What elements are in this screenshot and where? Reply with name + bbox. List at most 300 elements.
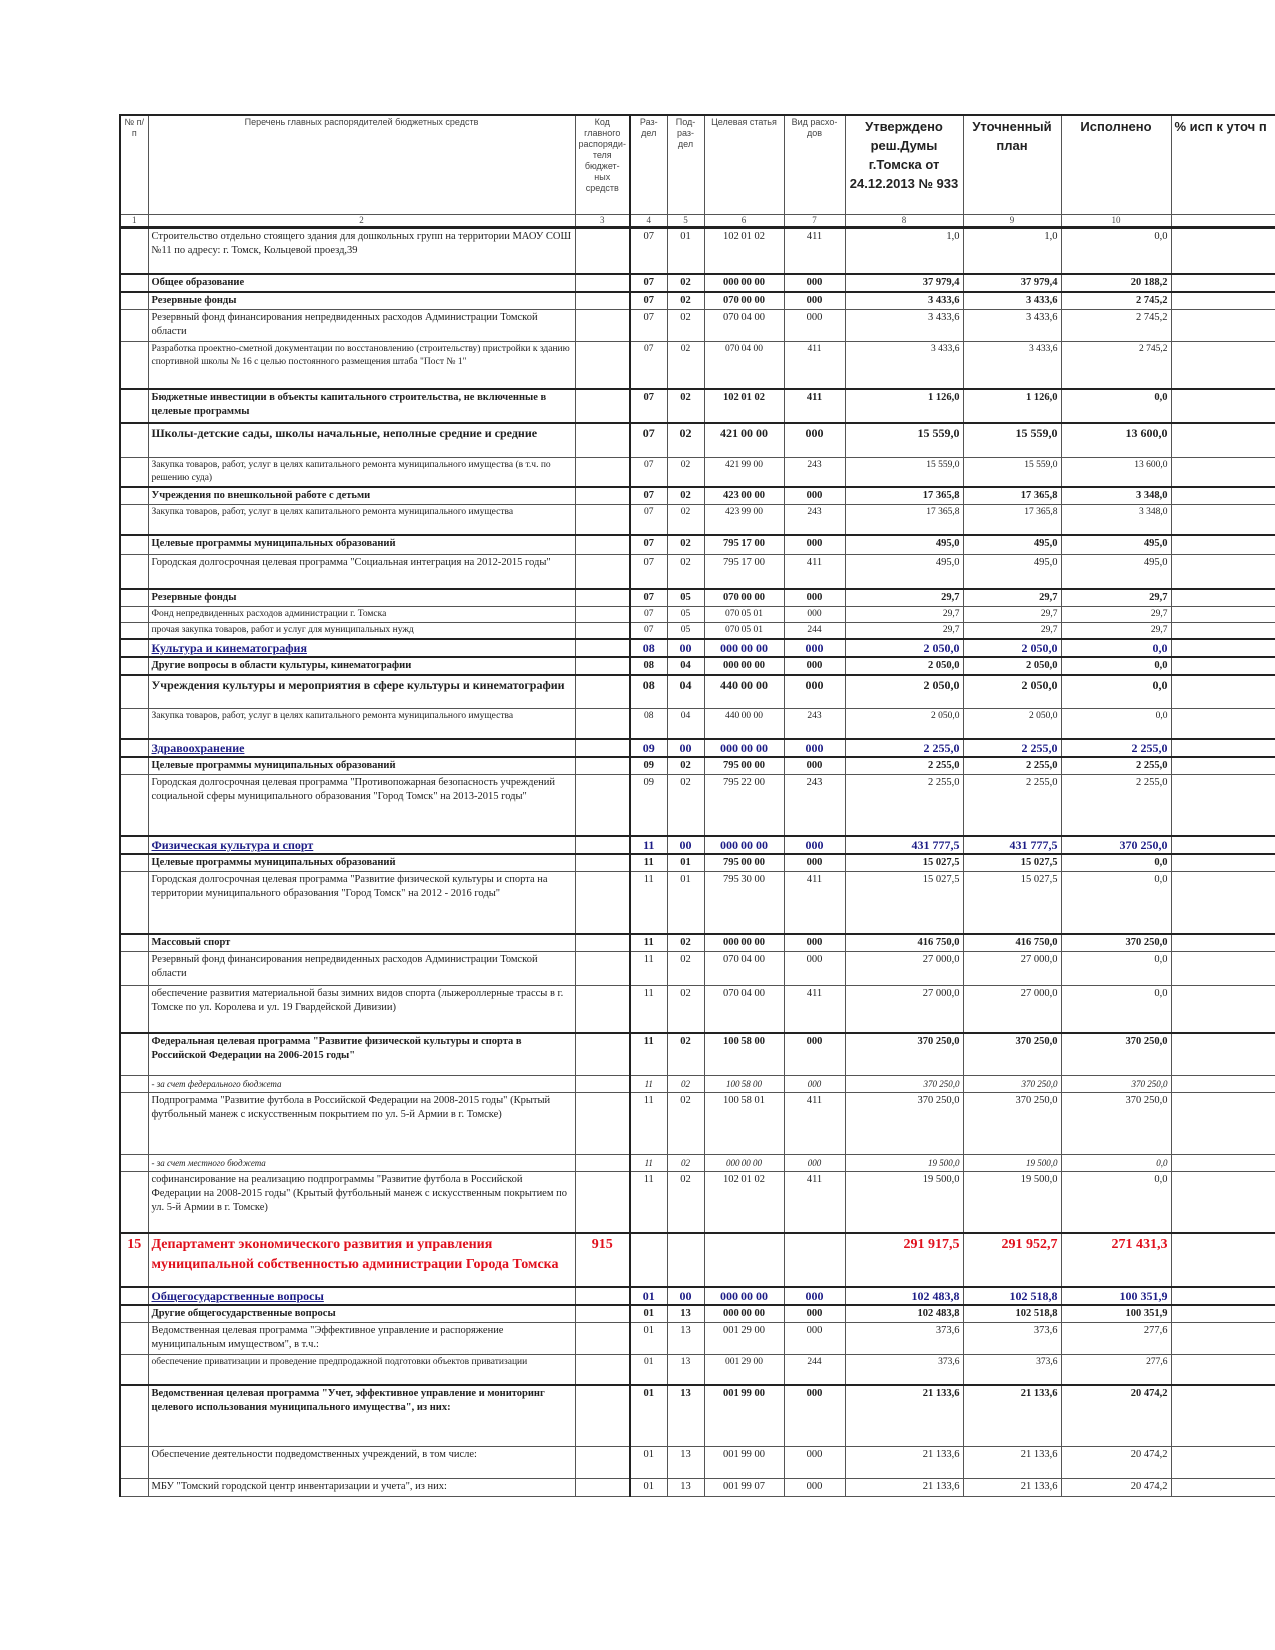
row-vid: 000 — [784, 589, 845, 607]
row-razdel: 07 — [630, 555, 667, 589]
row-article: 000 00 00 — [704, 1287, 784, 1305]
row-code — [575, 657, 630, 675]
row-plan: 495,0 — [963, 535, 1061, 555]
column-number: 8 — [845, 215, 963, 228]
row-code — [575, 872, 630, 934]
row-number — [120, 555, 148, 589]
row-plan: 416 750,0 — [963, 934, 1061, 952]
row-percent — [1171, 1033, 1275, 1075]
row-article: 000 00 00 — [704, 639, 784, 657]
row-done: 29,7 — [1061, 589, 1171, 607]
row-article: 070 04 00 — [704, 309, 784, 341]
column-number: 2 — [148, 215, 575, 228]
row-plan: 2 255,0 — [963, 739, 1061, 757]
row-plan: 1,0 — [963, 228, 1061, 274]
row-name: Закупка товаров, работ, услуг в целях капитального ремонта муниципального имущества (в т.ч. по решению суда) — [148, 457, 575, 487]
row-plan: 19 500,0 — [963, 1171, 1061, 1233]
row-percent — [1171, 535, 1275, 555]
row-done: 0,0 — [1061, 389, 1171, 423]
row-done: 370 250,0 — [1061, 836, 1171, 854]
row-percent — [1171, 1171, 1275, 1233]
row-percent — [1171, 341, 1275, 389]
row-podrazdel: 05 — [667, 606, 704, 622]
row-razdel: 01 — [630, 1287, 667, 1305]
row-name: Целевые программы муниципальных образований — [148, 757, 575, 775]
row-number — [120, 457, 148, 487]
table-row — [120, 951, 1275, 985]
row-approved: 21 133,6 — [845, 1479, 963, 1497]
row-plan: 370 250,0 — [963, 1033, 1061, 1075]
row-name: Здравоохранение — [148, 739, 575, 757]
row-vid: 243 — [784, 505, 845, 535]
row-article: 000 00 00 — [704, 1154, 784, 1171]
row-done: 0,0 — [1061, 228, 1171, 274]
row-percent — [1171, 1154, 1275, 1171]
row-article: 421 00 00 — [704, 423, 784, 457]
row-plan: 2 050,0 — [963, 657, 1061, 675]
row-percent — [1171, 657, 1275, 675]
row-article: 070 05 01 — [704, 606, 784, 622]
row-vid: 411 — [784, 1092, 845, 1154]
header-razdel: Раз-дел — [630, 115, 667, 215]
row-razdel: 07 — [630, 622, 667, 639]
row-plan: 37 979,4 — [963, 274, 1061, 292]
row-podrazdel: 13 — [667, 1385, 704, 1447]
row-name: Другие общегосударственные вопросы — [148, 1305, 575, 1323]
row-razdel: 07 — [630, 341, 667, 389]
row-razdel: 01 — [630, 1479, 667, 1497]
table-row — [120, 1075, 1275, 1092]
row-percent — [1171, 555, 1275, 589]
row-podrazdel: 02 — [667, 535, 704, 555]
header-article: Целевая статья — [704, 115, 784, 215]
column-number: 7 — [784, 215, 845, 228]
row-razdel: 07 — [630, 228, 667, 274]
row-name: Фонд непредвиденных расходов администрации г. Томска — [148, 606, 575, 622]
row-approved: 370 250,0 — [845, 1033, 963, 1075]
row-vid: 411 — [784, 985, 845, 1033]
table-row — [120, 985, 1275, 1033]
table-row — [120, 1154, 1275, 1171]
header-code: Код главного распоряди-теля бюджет-ных средств — [575, 115, 630, 215]
row-done: 100 351,9 — [1061, 1305, 1171, 1323]
row-plan: 27 000,0 — [963, 951, 1061, 985]
row-name: Обеспечение деятельности подведомственных учреждений, в том числе: — [148, 1447, 575, 1479]
row-plan: 17 365,8 — [963, 505, 1061, 535]
row-plan: 291 952,7 — [963, 1233, 1061, 1287]
row-done: 20 474,2 — [1061, 1479, 1171, 1497]
row-podrazdel: 05 — [667, 589, 704, 607]
row-approved: 2 050,0 — [845, 675, 963, 709]
row-plan: 2 050,0 — [963, 639, 1061, 657]
table-row — [120, 675, 1275, 709]
row-name: Целевые программы муниципальных образований — [148, 535, 575, 555]
row-approved: 15 559,0 — [845, 423, 963, 457]
table-row — [120, 535, 1275, 555]
row-podrazdel: 02 — [667, 1171, 704, 1233]
row-percent — [1171, 872, 1275, 934]
row-done: 495,0 — [1061, 535, 1171, 555]
row-number — [120, 1033, 148, 1075]
row-article: 000 00 00 — [704, 1305, 784, 1323]
row-code — [575, 854, 630, 872]
row-plan: 2 255,0 — [963, 757, 1061, 775]
row-done: 0,0 — [1061, 639, 1171, 657]
row-podrazdel: 02 — [667, 985, 704, 1033]
table-row — [120, 1385, 1275, 1447]
row-approved: 416 750,0 — [845, 934, 963, 952]
row-vid: 000 — [784, 934, 845, 952]
row-article: 070 04 00 — [704, 985, 784, 1033]
table-row — [120, 487, 1275, 505]
row-name: - за счет местного бюджета — [148, 1154, 575, 1171]
row-percent — [1171, 1479, 1275, 1497]
column-number: 1 — [120, 215, 148, 228]
row-vid: 000 — [784, 274, 845, 292]
row-approved: 19 500,0 — [845, 1154, 963, 1171]
row-podrazdel: 13 — [667, 1479, 704, 1497]
row-vid: 000 — [784, 1305, 845, 1323]
row-article — [704, 1233, 784, 1287]
row-approved: 19 500,0 — [845, 1171, 963, 1233]
row-done: 0,0 — [1061, 709, 1171, 739]
row-razdel: 11 — [630, 836, 667, 854]
row-razdel: 07 — [630, 292, 667, 310]
row-code — [575, 1385, 630, 1447]
row-percent — [1171, 854, 1275, 872]
row-plan: 370 250,0 — [963, 1092, 1061, 1154]
row-podrazdel: 02 — [667, 774, 704, 836]
row-razdel: 07 — [630, 274, 667, 292]
row-percent — [1171, 739, 1275, 757]
row-podrazdel: 13 — [667, 1447, 704, 1479]
row-name: Разработка проектно-сметной документации по восстановлению (строительству) пристройки к зданию спортивной школы № 16 с целью постоянного размещения штаба "Пост № 1" — [148, 341, 575, 389]
row-percent — [1171, 589, 1275, 607]
row-percent — [1171, 774, 1275, 836]
table-row — [120, 389, 1275, 423]
row-razdel: 07 — [630, 535, 667, 555]
header-approved: Утверждено реш.Думы г.Томска от 24.12.2013 № 933 — [845, 115, 963, 215]
row-code — [575, 757, 630, 775]
row-article: 102 01 02 — [704, 1171, 784, 1233]
budget-document-page — [119, 114, 1275, 1497]
row-percent — [1171, 709, 1275, 739]
row-article: 795 22 00 — [704, 774, 784, 836]
row-vid: 000 — [784, 854, 845, 872]
row-code — [575, 1323, 630, 1355]
row-code — [575, 836, 630, 854]
row-number — [120, 487, 148, 505]
row-vid: 000 — [784, 951, 845, 985]
row-podrazdel: 02 — [667, 1033, 704, 1075]
row-approved: 3 433,6 — [845, 292, 963, 310]
row-done: 20 474,2 — [1061, 1447, 1171, 1479]
row-code — [575, 739, 630, 757]
row-razdel: 11 — [630, 1171, 667, 1233]
row-number — [120, 1075, 148, 1092]
row-code — [575, 622, 630, 639]
table-row — [120, 1479, 1275, 1497]
row-done: 277,6 — [1061, 1323, 1171, 1355]
row-name: Городская долгосрочная целевая программа "Развитие физической культуры и спорта на территории муниципального образования "Город Томск" на 2012 - 2016 годы" — [148, 872, 575, 934]
row-approved: 29,7 — [845, 622, 963, 639]
row-number — [120, 228, 148, 274]
row-name: Бюджетные инвестиции в объекты капитального строительства, не включенные в целевые программы — [148, 389, 575, 423]
row-article: 001 99 00 — [704, 1385, 784, 1447]
row-code — [575, 1033, 630, 1075]
row-podrazdel: 00 — [667, 639, 704, 657]
row-done: 0,0 — [1061, 675, 1171, 709]
row-number — [120, 1447, 148, 1479]
row-name: Общегосударственные вопросы — [148, 1287, 575, 1305]
row-vid: 243 — [784, 709, 845, 739]
row-number — [120, 1154, 148, 1171]
row-article: 102 01 02 — [704, 389, 784, 423]
row-podrazdel: 00 — [667, 739, 704, 757]
row-number — [120, 854, 148, 872]
row-approved: 17 365,8 — [845, 487, 963, 505]
row-percent — [1171, 457, 1275, 487]
table-row — [120, 854, 1275, 872]
row-article: 000 00 00 — [704, 934, 784, 952]
row-name: софинансирование на реализацию подпрограммы "Развитие футбола в Российской Федерации на 2008-2015 годы" (Крытый футбольный манеж с искусственным покрытием по ул. 5-й Армии в г. Томске) — [148, 1171, 575, 1233]
row-razdel: 01 — [630, 1447, 667, 1479]
row-razdel: 09 — [630, 739, 667, 757]
row-number — [120, 389, 148, 423]
row-approved: 15 027,5 — [845, 872, 963, 934]
row-razdel: 07 — [630, 423, 667, 457]
row-done: 29,7 — [1061, 622, 1171, 639]
row-plan: 17 365,8 — [963, 487, 1061, 505]
row-code — [575, 228, 630, 274]
row-percent — [1171, 1323, 1275, 1355]
row-article: 795 00 00 — [704, 757, 784, 775]
row-podrazdel: 04 — [667, 657, 704, 675]
column-number — [1171, 215, 1275, 228]
row-vid: 000 — [784, 1154, 845, 1171]
row-approved: 27 000,0 — [845, 951, 963, 985]
row-vid: 244 — [784, 622, 845, 639]
table-row — [120, 836, 1275, 854]
table-row — [120, 934, 1275, 952]
row-razdel: 11 — [630, 1092, 667, 1154]
row-percent — [1171, 1092, 1275, 1154]
column-number: 9 — [963, 215, 1061, 228]
row-number — [120, 622, 148, 639]
table-row — [120, 1033, 1275, 1075]
row-number — [120, 1355, 148, 1385]
row-razdel: 07 — [630, 309, 667, 341]
row-article: 795 17 00 — [704, 535, 784, 555]
row-podrazdel: 04 — [667, 709, 704, 739]
row-code — [575, 1092, 630, 1154]
column-number: 6 — [704, 215, 784, 228]
row-podrazdel: 01 — [667, 228, 704, 274]
row-done: 29,7 — [1061, 606, 1171, 622]
row-percent — [1171, 1305, 1275, 1323]
row-percent — [1171, 423, 1275, 457]
row-percent — [1171, 951, 1275, 985]
row-name: Департамент экономического развития и управления муниципальной собственностью администрации Города Томска — [148, 1233, 575, 1287]
row-razdel: 01 — [630, 1355, 667, 1385]
row-done: 13 600,0 — [1061, 423, 1171, 457]
table-row — [120, 1287, 1275, 1305]
row-number — [120, 1305, 148, 1323]
row-approved: 370 250,0 — [845, 1075, 963, 1092]
row-done: 0,0 — [1061, 985, 1171, 1033]
table-row — [120, 639, 1275, 657]
column-number: 5 — [667, 215, 704, 228]
row-code: 915 — [575, 1233, 630, 1287]
row-code — [575, 535, 630, 555]
table-row — [120, 228, 1275, 274]
row-name: МБУ "Томский городской центр инвентаризации и учета", из них: — [148, 1479, 575, 1497]
row-number — [120, 341, 148, 389]
row-plan: 102 518,8 — [963, 1305, 1061, 1323]
row-vid: 000 — [784, 1479, 845, 1497]
row-code — [575, 675, 630, 709]
row-razdel: 11 — [630, 1033, 667, 1075]
row-percent — [1171, 309, 1275, 341]
row-approved: 495,0 — [845, 555, 963, 589]
table-row — [120, 589, 1275, 607]
row-name: - за счет федерального бюджета — [148, 1075, 575, 1092]
row-name: Школы-детские сады, школы начальные, неполные средние и средние — [148, 423, 575, 457]
row-article: 001 29 00 — [704, 1355, 784, 1385]
row-number — [120, 872, 148, 934]
row-number — [120, 274, 148, 292]
row-name: прочая закупка товаров, работ и услуг для муниципальных нужд — [148, 622, 575, 639]
row-name: Учреждения культуры и мероприятия в сфере культуры и кинематографии — [148, 675, 575, 709]
budget-table — [119, 114, 1275, 1497]
row-plan: 370 250,0 — [963, 1075, 1061, 1092]
row-razdel: 11 — [630, 1154, 667, 1171]
row-plan: 15 559,0 — [963, 457, 1061, 487]
row-done: 0,0 — [1061, 872, 1171, 934]
row-podrazdel: 13 — [667, 1323, 704, 1355]
row-code — [575, 505, 630, 535]
row-percent — [1171, 1287, 1275, 1305]
row-approved: 495,0 — [845, 535, 963, 555]
row-podrazdel: 02 — [667, 309, 704, 341]
row-code — [575, 389, 630, 423]
row-code — [575, 1447, 630, 1479]
row-done: 495,0 — [1061, 555, 1171, 589]
row-number — [120, 675, 148, 709]
row-done: 20 474,2 — [1061, 1385, 1171, 1447]
header-plan: Уточненный план — [963, 115, 1061, 215]
row-article: 423 99 00 — [704, 505, 784, 535]
row-percent — [1171, 675, 1275, 709]
row-vid: 000 — [784, 535, 845, 555]
row-vid: 000 — [784, 739, 845, 757]
row-plan: 19 500,0 — [963, 1154, 1061, 1171]
row-number — [120, 1171, 148, 1233]
table-header-row — [120, 115, 1275, 215]
row-plan: 21 133,6 — [963, 1479, 1061, 1497]
row-podrazdel: 02 — [667, 292, 704, 310]
row-article: 795 17 00 — [704, 555, 784, 589]
row-article: 000 00 00 — [704, 657, 784, 675]
row-code — [575, 639, 630, 657]
row-code — [575, 985, 630, 1033]
row-article: 001 99 00 — [704, 1447, 784, 1479]
table-row — [120, 274, 1275, 292]
header-podrazdel: Под-раз-дел — [667, 115, 704, 215]
row-code — [575, 709, 630, 739]
row-podrazdel: 02 — [667, 951, 704, 985]
row-done: 0,0 — [1061, 951, 1171, 985]
row-code — [575, 1287, 630, 1305]
row-percent — [1171, 389, 1275, 423]
row-percent — [1171, 1385, 1275, 1447]
row-approved: 1 126,0 — [845, 389, 963, 423]
row-name: Подпрограмма "Развитие футбола в Российской Федерации на 2008-2015 годы" (Крытый футбольный манеж с искусственным покрытием по ул. 5-й Армии в г. Томске) — [148, 1092, 575, 1154]
row-name: Целевые программы муниципальных образований — [148, 854, 575, 872]
row-vid: 243 — [784, 774, 845, 836]
row-code — [575, 1305, 630, 1323]
row-code — [575, 341, 630, 389]
row-plan: 2 050,0 — [963, 675, 1061, 709]
row-article: 440 00 00 — [704, 709, 784, 739]
row-code — [575, 1479, 630, 1497]
row-razdel: 07 — [630, 606, 667, 622]
row-plan: 15 559,0 — [963, 423, 1061, 457]
row-approved: 17 365,8 — [845, 505, 963, 535]
table-row — [120, 622, 1275, 639]
row-done: 0,0 — [1061, 1171, 1171, 1233]
row-number — [120, 774, 148, 836]
row-podrazdel: 02 — [667, 757, 704, 775]
row-approved: 2 050,0 — [845, 657, 963, 675]
table-row — [120, 1233, 1275, 1287]
row-plan: 29,7 — [963, 622, 1061, 639]
row-code — [575, 457, 630, 487]
row-approved: 3 433,6 — [845, 309, 963, 341]
row-name: Резервные фонды — [148, 589, 575, 607]
table-row — [120, 1171, 1275, 1233]
row-podrazdel: 02 — [667, 457, 704, 487]
table-row — [120, 1323, 1275, 1355]
row-code — [575, 1355, 630, 1385]
row-razdel: 01 — [630, 1305, 667, 1323]
row-name: Закупка товаров, работ, услуг в целях капитального ремонта муниципального имущества — [148, 709, 575, 739]
row-vid: 411 — [784, 341, 845, 389]
row-number — [120, 1323, 148, 1355]
row-name: обеспечение приватизации и проведение предпродажной подготовки объектов приватизации — [148, 1355, 575, 1385]
row-plan: 3 433,6 — [963, 309, 1061, 341]
row-vid: 411 — [784, 228, 845, 274]
row-vid: 000 — [784, 757, 845, 775]
row-podrazdel: 01 — [667, 872, 704, 934]
row-code — [575, 606, 630, 622]
row-name: Резервные фонды — [148, 292, 575, 310]
row-razdel: 11 — [630, 985, 667, 1033]
row-done: 2 255,0 — [1061, 739, 1171, 757]
row-article: 100 58 01 — [704, 1092, 784, 1154]
row-podrazdel: 02 — [667, 274, 704, 292]
row-code — [575, 1075, 630, 1092]
row-percent — [1171, 1355, 1275, 1385]
row-podrazdel: 02 — [667, 934, 704, 952]
row-number — [120, 985, 148, 1033]
row-number — [120, 535, 148, 555]
row-percent — [1171, 757, 1275, 775]
table-body — [120, 228, 1275, 1497]
column-number-row — [120, 215, 1275, 228]
row-done: 2 745,2 — [1061, 341, 1171, 389]
row-vid: 000 — [784, 657, 845, 675]
